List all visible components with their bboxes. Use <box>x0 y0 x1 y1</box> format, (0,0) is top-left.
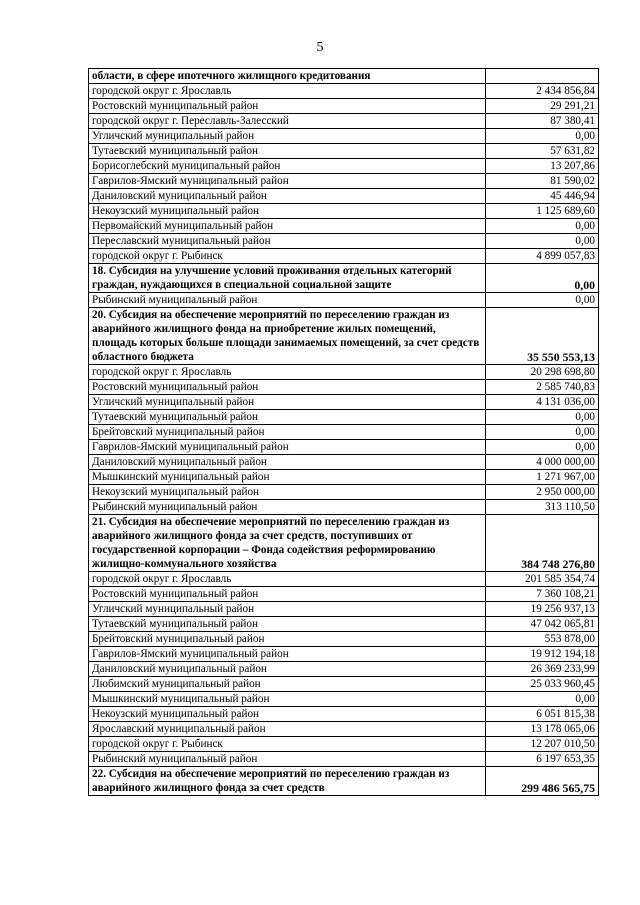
table-row <box>89 692 599 707</box>
subsidy-amount: 1 271 967,00 <box>486 470 599 485</box>
table-row <box>89 293 599 308</box>
municipality-name: Первомайский муниципальный район <box>89 219 486 234</box>
subsidy-amount: 13 207,86 <box>486 159 599 174</box>
municipality-name: городской округ г. Рыбинск <box>89 249 486 264</box>
subsidy-amount: 0,00 <box>486 293 599 308</box>
subsidy-amount: 81 590,02 <box>486 174 599 189</box>
municipality-name: Гаврилов-Ямский муниципальный район <box>89 174 486 189</box>
table-row <box>89 662 599 677</box>
table-row <box>89 470 599 485</box>
subsidy-table <box>88 68 599 796</box>
subsidy-amount: 7 360 108,21 <box>486 587 599 602</box>
municipality-name: Брейтовский муниципальный район <box>89 632 486 647</box>
municipality-name: Любимский муниципальный район <box>89 677 486 692</box>
subsidy-amount: 1 125 689,60 <box>486 204 599 219</box>
subsidy-amount: 47 042 065,81 <box>486 617 599 632</box>
subsidy-amount: 313 110,50 <box>486 500 599 515</box>
municipality-name: Некоузский муниципальный район <box>89 204 486 219</box>
subsidy-amount: 6 197 653,35 <box>486 752 599 767</box>
table-row <box>89 159 599 174</box>
section-title: 18. Субсидия на улучшение условий проживания отдельных категорий граждан, нуждающихся в специальной социальной защите <box>89 264 486 293</box>
section-title: области, в сфере ипотечного жилищного кредитования <box>89 69 486 84</box>
municipality-name: городской округ г. Ярославль <box>89 572 486 587</box>
table-row <box>89 737 599 752</box>
section-total: 0,00 <box>486 264 599 293</box>
municipality-name: городской округ г. Рыбинск <box>89 737 486 752</box>
municipality-name: Некоузский муниципальный район <box>89 707 486 722</box>
section-total <box>486 69 599 84</box>
municipality-name: Даниловский муниципальный район <box>89 189 486 204</box>
table-row <box>89 617 599 632</box>
page-number: 5 <box>316 40 324 55</box>
subsidy-amount: 0,00 <box>486 425 599 440</box>
table-row <box>89 219 599 234</box>
table-row <box>89 234 599 249</box>
section-total: 35 550 553,13 <box>486 308 599 365</box>
municipality-name: Борисоглебский муниципальный район <box>89 159 486 174</box>
table-row <box>89 144 599 159</box>
section-header-row <box>89 69 599 84</box>
table-row <box>89 365 599 380</box>
municipality-name: Ростовский муниципальный район <box>89 587 486 602</box>
table-row <box>89 647 599 662</box>
subsidy-amount: 25 033 960,45 <box>486 677 599 692</box>
municipality-name: Даниловский муниципальный район <box>89 662 486 677</box>
municipality-name: Тутаевский муниципальный район <box>89 144 486 159</box>
subsidy-amount: 20 298 698,80 <box>486 365 599 380</box>
municipality-name: Рыбинский муниципальный район <box>89 500 486 515</box>
subsidy-amount: 4 131 036,00 <box>486 395 599 410</box>
subsidy-amount: 19 912 194,18 <box>486 647 599 662</box>
table-row <box>89 395 599 410</box>
section-title: 22. Субсидия на обеспечение мероприятий по переселению граждан из аварийного жилищного фонда за счет средств <box>89 767 486 796</box>
table-row <box>89 440 599 455</box>
municipality-name: Переславский муниципальный район <box>89 234 486 249</box>
table-row <box>89 380 599 395</box>
table-row <box>89 572 599 587</box>
subsidy-amount: 0,00 <box>486 219 599 234</box>
table-row <box>89 84 599 99</box>
table-row <box>89 752 599 767</box>
table-row <box>89 410 599 425</box>
section-header-row <box>89 515 599 572</box>
municipality-name: Брейтовский муниципальный район <box>89 425 486 440</box>
municipality-name: Гаврилов-Ямский муниципальный район <box>89 647 486 662</box>
subsidy-amount: 87 380,41 <box>486 114 599 129</box>
municipality-name: Даниловский муниципальный район <box>89 455 486 470</box>
subsidy-amount: 0,00 <box>486 410 599 425</box>
subsidy-amount: 57 631,82 <box>486 144 599 159</box>
section-header-row <box>89 264 599 293</box>
municipality-name: Угличский муниципальный район <box>89 395 486 410</box>
table-row <box>89 174 599 189</box>
table-row <box>89 677 599 692</box>
municipality-name: Рыбинский муниципальный район <box>89 293 486 308</box>
section-total: 299 486 565,75 <box>486 767 599 796</box>
subsidy-amount: 26 369 233,99 <box>486 662 599 677</box>
municipality-name: Угличский муниципальный район <box>89 602 486 617</box>
table-row <box>89 204 599 219</box>
subsidy-amount: 6 051 815,38 <box>486 707 599 722</box>
table-row <box>89 485 599 500</box>
table-row <box>89 455 599 470</box>
subsidy-table-body <box>89 69 599 796</box>
municipality-name: Мышкинский муниципальный район <box>89 470 486 485</box>
municipality-name: городской округ г. Ярославль <box>89 365 486 380</box>
municipality-name: Тутаевский муниципальный район <box>89 410 486 425</box>
subsidy-amount: 4 899 057,83 <box>486 249 599 264</box>
subsidy-amount: 4 000 000,00 <box>486 455 599 470</box>
subsidy-amount: 2 434 856,84 <box>486 84 599 99</box>
municipality-name: городской округ г. Переславль-Залесский <box>89 114 486 129</box>
subsidy-amount: 12 207 010,50 <box>486 737 599 752</box>
table-row <box>89 99 599 114</box>
section-title: 21. Субсидия на обеспечение мероприятий по переселению граждан из аварийного жилищного фонда за счет средств, поступивших от государственной корпорации – Фонда содействия реформированию жилищно-коммунального хозяйства <box>89 515 486 572</box>
subsidy-amount: 19 256 937,13 <box>486 602 599 617</box>
municipality-name: городской округ г. Ярославль <box>89 84 486 99</box>
section-title: 20. Субсидия на обеспечение мероприятий по переселению граждан из аварийного жилищного фонда на приобретение жилых помещений, площадь которых больше площади занимаемых помещений, за счет средств областного бюджета <box>89 308 486 365</box>
subsidy-amount: 0,00 <box>486 234 599 249</box>
municipality-name: Рыбинский муниципальный район <box>89 752 486 767</box>
municipality-name: Ростовский муниципальный район <box>89 380 486 395</box>
table-row <box>89 425 599 440</box>
subsidy-amount: 45 446,94 <box>486 189 599 204</box>
subsidy-amount: 2 585 740,83 <box>486 380 599 395</box>
municipality-name: Ярославский муниципальный район <box>89 722 486 737</box>
section-total: 384 748 276,80 <box>486 515 599 572</box>
subsidy-amount: 0,00 <box>486 692 599 707</box>
municipality-name: Некоузский муниципальный район <box>89 485 486 500</box>
table-row <box>89 129 599 144</box>
table-row <box>89 249 599 264</box>
table-row <box>89 722 599 737</box>
subsidy-amount: 29 291,21 <box>486 99 599 114</box>
municipality-name: Угличский муниципальный район <box>89 129 486 144</box>
table-row <box>89 500 599 515</box>
municipality-name: Гаврилов-Ямский муниципальный район <box>89 440 486 455</box>
subsidy-amount: 0,00 <box>486 440 599 455</box>
subsidy-amount: 201 585 354,74 <box>486 572 599 587</box>
table-row <box>89 587 599 602</box>
subsidy-amount: 0,00 <box>486 129 599 144</box>
table-row <box>89 707 599 722</box>
section-header-row <box>89 308 599 365</box>
table-row <box>89 189 599 204</box>
municipality-name: Тутаевский муниципальный район <box>89 617 486 632</box>
municipality-name: Мышкинский муниципальный район <box>89 692 486 707</box>
subsidy-amount: 553 878,00 <box>486 632 599 647</box>
municipality-name: Ростовский муниципальный район <box>89 99 486 114</box>
table-row <box>89 602 599 617</box>
table-row <box>89 114 599 129</box>
subsidy-amount: 2 950 000,00 <box>486 485 599 500</box>
subsidy-amount: 13 178 065,06 <box>486 722 599 737</box>
table-row <box>89 632 599 647</box>
section-header-row <box>89 767 599 796</box>
